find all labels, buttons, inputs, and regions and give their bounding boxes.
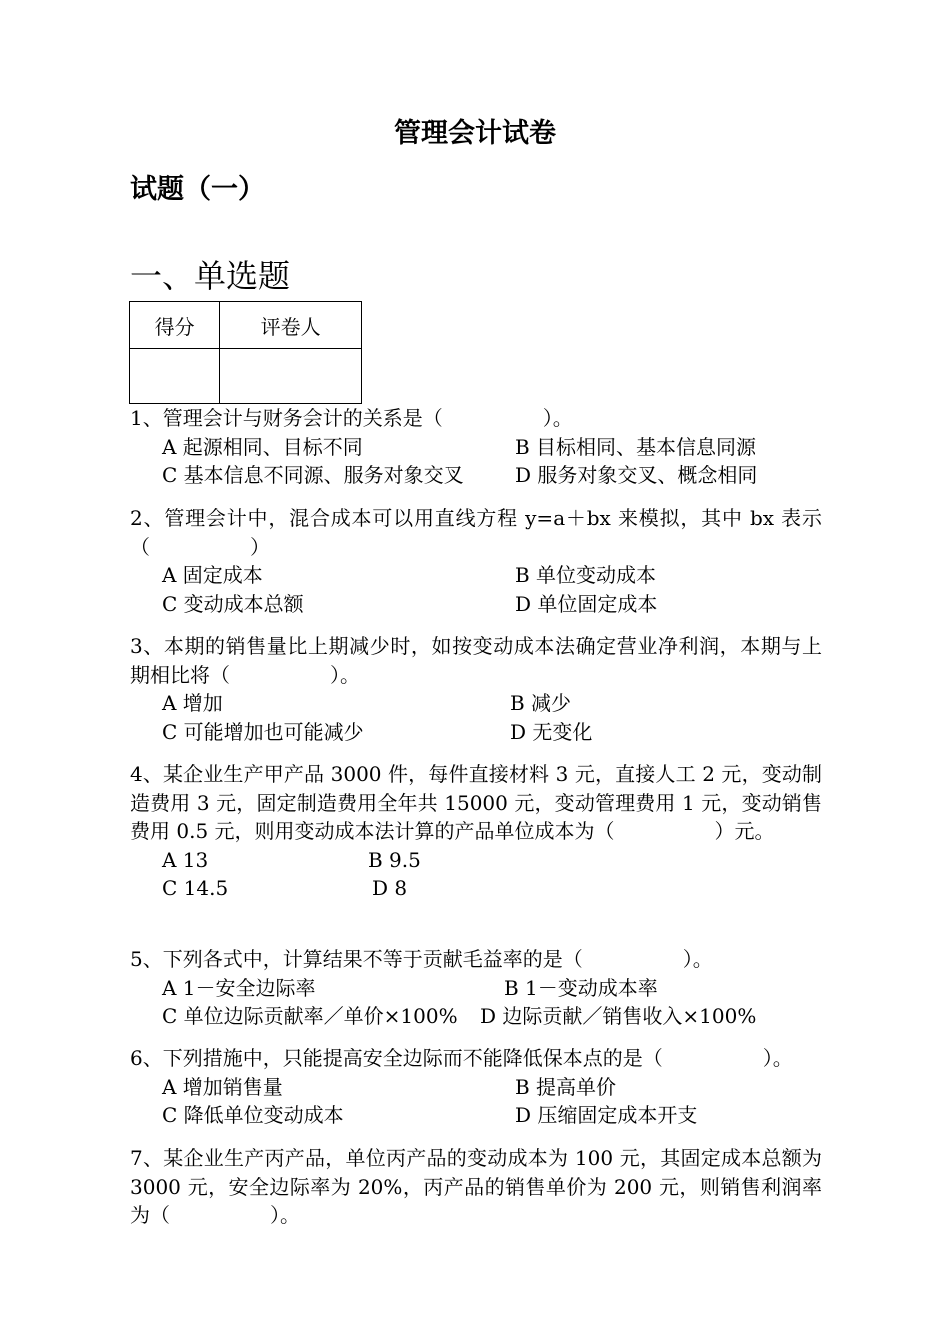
option-row [130, 461, 822, 490]
option-c: C 14.5 [162, 876, 229, 900]
question-1 [130, 404, 822, 490]
option-b: B 减少 [510, 691, 572, 715]
option-row [130, 561, 822, 590]
option-b: B 单位变动成本 [515, 563, 657, 587]
option-b: B 目标相同、基本信息同源 [515, 434, 757, 459]
option-a: A 增加 [162, 691, 223, 715]
option-row [130, 846, 822, 875]
option-row [130, 1002, 822, 1031]
question-stem: 5、下列各式中，计算结果不等于贡献毛益率的是（ ）。 [130, 947, 713, 971]
option-row [130, 1073, 822, 1102]
question-stem: 3、本期的销售量比上期减少时，如按变动成本法确定营业净利润，本期与上期相比将（ ）。 [130, 634, 822, 687]
option-a: A 1－安全边际率 [162, 975, 316, 1000]
option-row [130, 590, 822, 619]
question-4 [130, 760, 822, 903]
option-b: B 1－变动成本率 [504, 975, 658, 1000]
option-d: D 边际贡献／销售收入×100% [480, 1004, 757, 1028]
option-c: C 单位边际贡献率／单价×100% [162, 1004, 458, 1028]
grader-header: 评卷人 [220, 302, 362, 349]
option-b: B 提高单价 [515, 1074, 617, 1099]
option-d: D 服务对象交叉、概念相同 [515, 463, 758, 487]
question-7 [130, 1144, 822, 1230]
question-stem: 1、管理会计与财务会计的关系是（ ）。 [130, 406, 573, 430]
question-stem: 4、某企业生产甲产品 3000 件，每件直接材料 3 元，直接人工 2 元，变动制造费用 3 元，固定制造费用全年共 15000 元，变动管理费用 1 元，变动销售费用 0.5 元，则用变动成本法计算的产品单位成本为（ ）元。 [130, 762, 822, 843]
option-row [130, 718, 822, 747]
option-a: A 起源相同、目标不同 [162, 434, 363, 459]
question-3 [130, 632, 822, 746]
question-5 [130, 945, 822, 1031]
option-row [130, 689, 822, 718]
option-row [130, 974, 822, 1003]
section-heading: 一、单选题 [130, 257, 291, 295]
option-b: B 9.5 [368, 847, 421, 872]
question-stem: 2、管理会计中，混合成本可以用直线方程 y=a＋bx 来模拟，其中 bx 表示（ ） [130, 506, 822, 559]
question-stem: 6、下列措施中，只能提高安全边际而不能降低保本点的是（ ）。 [130, 1046, 793, 1070]
option-row [130, 1101, 822, 1130]
exam-subtitle: 试题（一） [130, 174, 265, 205]
option-row [130, 874, 822, 903]
option-a: A 增加销售量 [162, 1074, 283, 1099]
option-c: C 可能增加也可能减少 [162, 719, 364, 744]
page-title: 管理会计试卷 [394, 118, 556, 149]
option-d: D 无变化 [510, 719, 593, 744]
question-stem: 7、某企业生产丙产品，单位丙产品的变动成本为 100 元，其固定成本总额为 3000 元，安全边际率为 20%，丙产品的销售单价为 200 元，则销售利润率为（ ）。 [130, 1146, 822, 1227]
score-table [129, 301, 362, 404]
option-c: C 变动成本总额 [162, 591, 304, 616]
question-6 [130, 1044, 822, 1130]
option-a: A 固定成本 [162, 563, 263, 587]
option-a: A 13 [162, 847, 209, 872]
option-d: D 8 [372, 876, 408, 900]
question-2 [130, 504, 822, 618]
option-d: D 压缩固定成本开支 [515, 1103, 698, 1127]
grader-cell[interactable] [220, 349, 362, 404]
option-row [130, 433, 822, 462]
option-d: D 单位固定成本 [515, 591, 658, 616]
option-c: C 基本信息不同源、服务对象交叉 [162, 463, 464, 487]
option-c: C 降低单位变动成本 [162, 1103, 344, 1127]
score-header: 得分 [130, 302, 220, 349]
score-cell[interactable] [130, 349, 220, 404]
